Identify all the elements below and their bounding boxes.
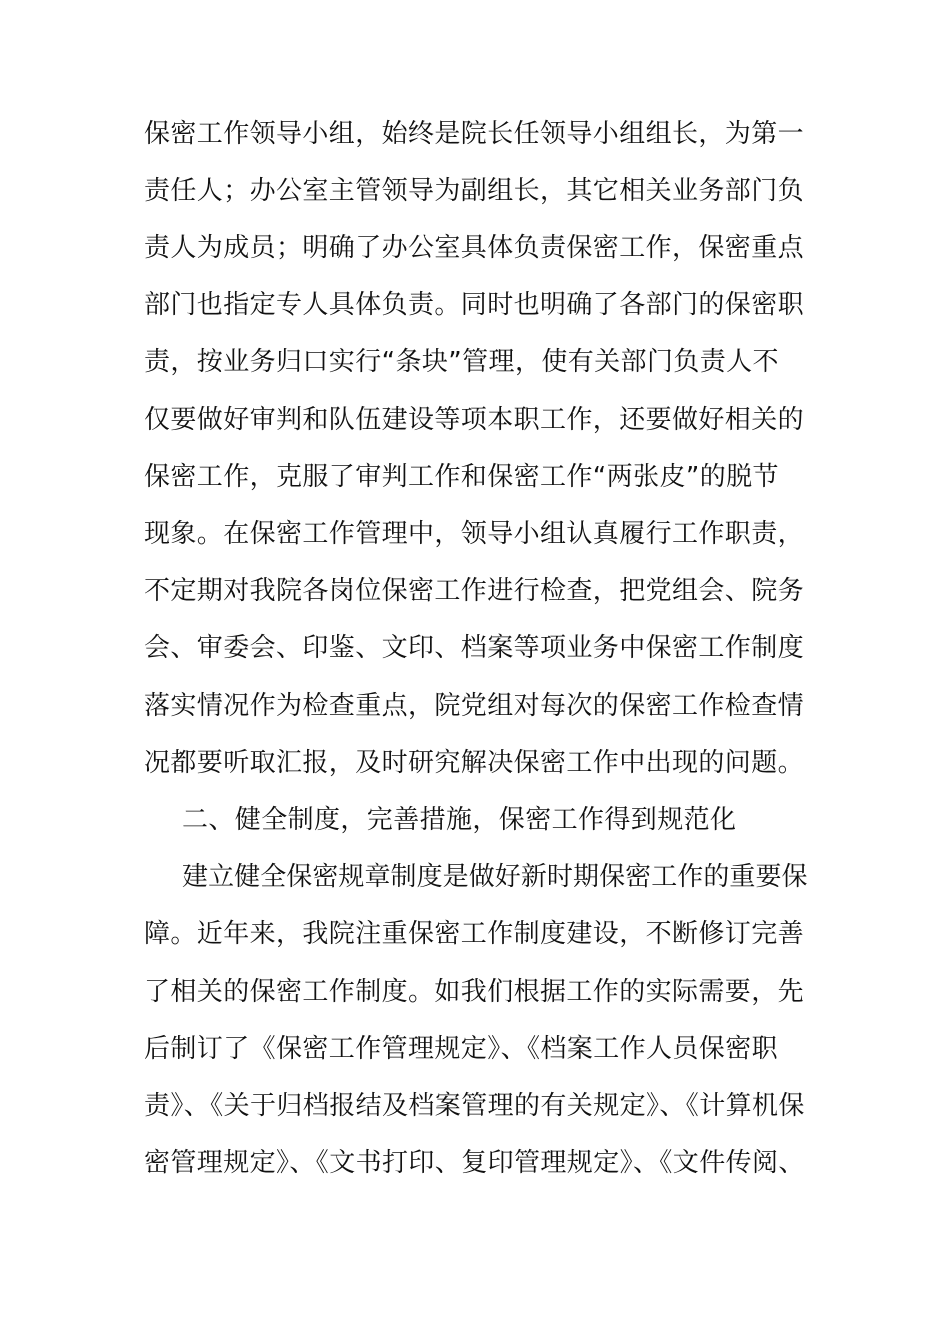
text-line: 密管理规定》、《文书打印、复印管理规定》、《文件传阅、 — [144, 1148, 805, 1178]
text-line: 责人为成员；明确了办公室具体负责保密工作，保密重点 — [144, 233, 805, 263]
text-line: 保密工作，克服了审判工作和保密工作“两张皮”的脱节 — [144, 462, 779, 492]
text-line: 保密工作领导小组，始终是院长任领导小组组长，为第一 — [144, 119, 805, 149]
text-line: 部门也指定专人具体负责。同时也明确了各部门的保密职 — [144, 290, 805, 320]
text-line: 不定期对我院各岗位保密工作进行检查，把党组会、院务 — [144, 576, 805, 606]
text-line: 仅要做好审判和队伍建设等项本职工作，还要做好相关的 — [144, 405, 805, 435]
section-heading: 二、健全制度，完善措施，保密工作得到规范化 — [182, 805, 737, 835]
text-line: 落实情况作为检查重点，院党组对每次的保密工作检查情 — [144, 691, 805, 721]
text-line: 况都要听取汇报，及时研究解决保密工作中出现的问题。 — [144, 748, 805, 778]
text-line: 责任人；办公室主管领导为副组长，其它相关业务部门负 — [144, 176, 805, 206]
text-line: 会、审委会、印鉴、文印、档案等项业务中保密工作制度 — [144, 633, 805, 663]
text-line: 责》、《关于归档报结及档案管理的有关规定》、《计算机保 — [144, 1091, 805, 1121]
text-line: 后制订了《保密工作管理规定》、《档案工作人员保密职 — [144, 1034, 779, 1064]
text-line: 障。近年来，我院注重保密工作制度建设，不断修订完善 — [144, 919, 805, 949]
text-line: 了相关的保密工作制度。如我们根据工作的实际需要，先 — [144, 977, 805, 1007]
text-line: 现象。在保密工作管理中，领导小组认真履行工作职责， — [144, 519, 805, 549]
text-line: 责，按业务归口实行“条块”管理，使有关部门负责人不 — [144, 347, 779, 377]
paragraph-first-line: 建立健全保密规章制度是做好新时期保密工作的重要保 — [182, 862, 808, 892]
